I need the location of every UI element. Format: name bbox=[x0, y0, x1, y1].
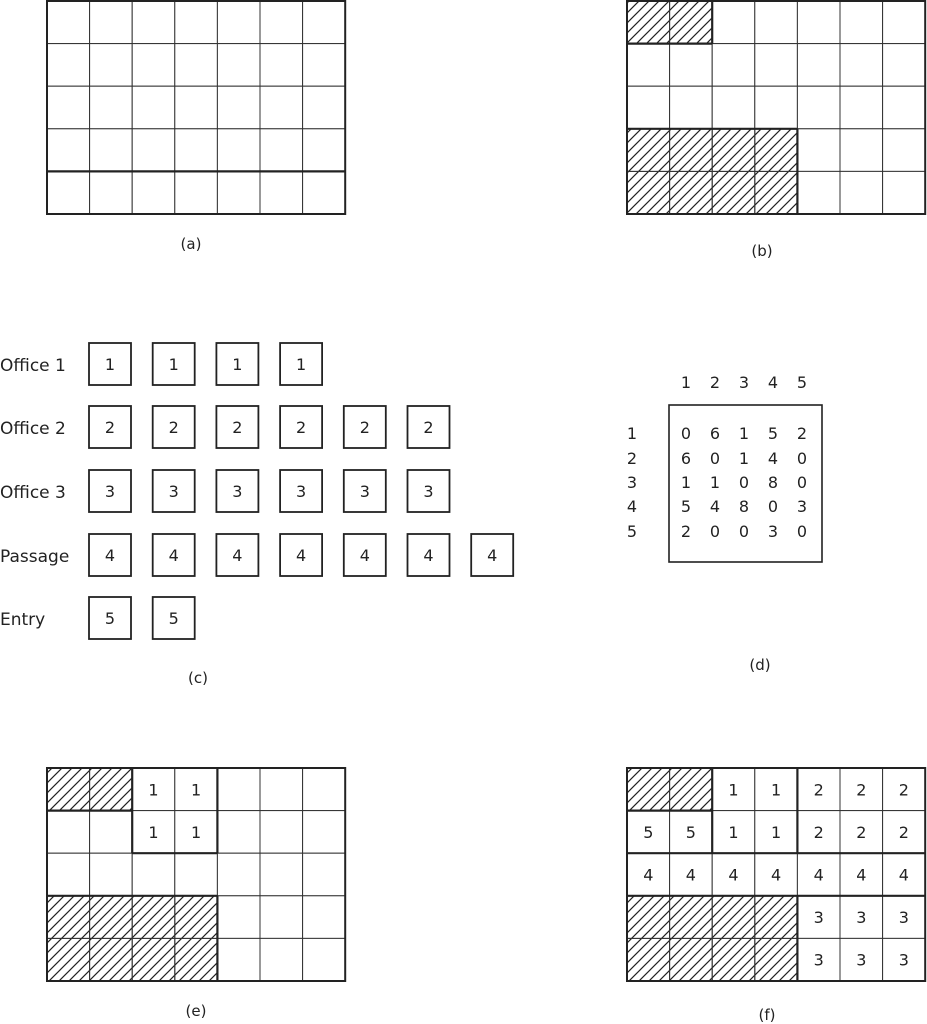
grid-cell bbox=[217, 171, 260, 214]
matrix-value: 0 bbox=[796, 473, 808, 492]
cell-label: 4 bbox=[898, 865, 909, 885]
unit-label: 1 bbox=[296, 355, 307, 374]
grid-cell bbox=[47, 171, 90, 214]
cell-label: 3 bbox=[856, 908, 867, 928]
hatched-cell bbox=[627, 129, 670, 172]
matrix-value: 0 bbox=[796, 522, 808, 541]
grid-cell bbox=[260, 1, 303, 44]
grid-cell bbox=[883, 1, 926, 44]
hatched-cell bbox=[175, 938, 218, 981]
grid-cell bbox=[303, 811, 346, 854]
cell-label: 4 bbox=[813, 865, 824, 885]
matrix-col-header: 5 bbox=[796, 373, 808, 392]
grid-cell bbox=[90, 1, 133, 44]
caption-b: (b) bbox=[751, 242, 773, 260]
grid-cell bbox=[883, 129, 926, 172]
grid-cell bbox=[217, 129, 260, 172]
unit-label: 4 bbox=[296, 546, 307, 565]
unit-label: 5 bbox=[104, 609, 116, 628]
hatched-cell bbox=[712, 938, 755, 981]
grid-cell bbox=[90, 44, 133, 87]
matrix-value: 8 bbox=[738, 497, 750, 516]
grid-cell bbox=[132, 853, 175, 896]
matrix-col-header: 4 bbox=[767, 373, 779, 392]
matrix-value: 0 bbox=[709, 522, 721, 541]
grid-cell bbox=[47, 129, 90, 172]
grid-cell bbox=[217, 768, 260, 811]
cell-label: 2 bbox=[856, 780, 867, 800]
grid-cell bbox=[260, 171, 303, 214]
grid-cell bbox=[883, 171, 926, 214]
matrix-row-header: 4 bbox=[626, 497, 638, 516]
grid-cell bbox=[47, 1, 90, 44]
matrix-col-header: 3 bbox=[738, 373, 750, 392]
unit-label: 4 bbox=[168, 546, 179, 565]
unit-label: 2 bbox=[423, 418, 434, 437]
grid-cell bbox=[627, 44, 670, 87]
unit-label: 4 bbox=[104, 546, 116, 565]
cell-label: 2 bbox=[856, 822, 867, 842]
grid-cell bbox=[217, 44, 260, 87]
cell-label: 4 bbox=[643, 865, 654, 885]
grid-cell bbox=[260, 44, 303, 87]
grid-cell bbox=[755, 1, 798, 44]
matrix-value: 0 bbox=[680, 424, 692, 443]
grid-cell bbox=[90, 86, 133, 129]
cell-label: 2 bbox=[898, 822, 909, 842]
grid-cell bbox=[175, 44, 218, 87]
cell-label: 3 bbox=[813, 950, 824, 970]
unit-label: 4 bbox=[232, 546, 243, 565]
unit-label: 3 bbox=[359, 482, 370, 501]
cell-label: 5 bbox=[643, 822, 654, 842]
unit-label: 2 bbox=[104, 418, 116, 437]
unit-label: 3 bbox=[104, 482, 116, 501]
matrix-row-header: 1 bbox=[626, 424, 638, 443]
unit-label: 3 bbox=[423, 482, 434, 501]
hatched-cell bbox=[670, 171, 713, 214]
matrix-value: 5 bbox=[680, 497, 692, 516]
grid-cell bbox=[47, 853, 90, 896]
matrix-value: 0 bbox=[738, 522, 750, 541]
cell-label: 2 bbox=[898, 780, 909, 800]
grid-cell bbox=[303, 768, 346, 811]
unit-label: 3 bbox=[168, 482, 179, 501]
grid-cell bbox=[132, 86, 175, 129]
grid-cell bbox=[260, 896, 303, 939]
grid-a bbox=[47, 1, 345, 214]
hatched-cell bbox=[90, 768, 133, 811]
hatched-cell bbox=[90, 896, 133, 939]
matrix-value: 0 bbox=[767, 497, 779, 516]
matrix-value: 1 bbox=[709, 473, 721, 492]
cell-label: 3 bbox=[898, 908, 909, 928]
hatched-cell bbox=[755, 938, 798, 981]
grid-cell bbox=[260, 129, 303, 172]
cell-label: 3 bbox=[856, 950, 867, 970]
hatched-cell bbox=[755, 129, 798, 172]
cell-label: 4 bbox=[856, 865, 867, 885]
matrix-value: 2 bbox=[680, 522, 692, 541]
hatched-cell bbox=[670, 896, 713, 939]
caption-d: (d) bbox=[749, 656, 771, 674]
grid-cell bbox=[90, 853, 133, 896]
matrix-value: 5 bbox=[767, 424, 779, 443]
grid-f bbox=[627, 768, 925, 981]
grid-cell bbox=[132, 171, 175, 214]
grid-cell bbox=[132, 129, 175, 172]
unit-label: 2 bbox=[359, 418, 370, 437]
cell-label: 1 bbox=[148, 822, 159, 842]
matrix-col-header: 1 bbox=[680, 373, 692, 392]
grid-cell bbox=[303, 938, 346, 981]
hatched-cell bbox=[132, 896, 175, 939]
unit-label: 4 bbox=[487, 546, 498, 565]
hatched-cell bbox=[670, 938, 713, 981]
unit-label: 1 bbox=[104, 355, 116, 374]
grid-cell bbox=[840, 1, 883, 44]
grid-cell bbox=[840, 171, 883, 214]
grid-cell bbox=[260, 86, 303, 129]
hatched-cell bbox=[47, 768, 90, 811]
hatched-cell bbox=[712, 129, 755, 172]
matrix-row-header: 5 bbox=[626, 522, 638, 541]
grid-cell bbox=[260, 853, 303, 896]
cell-label: 1 bbox=[728, 780, 739, 800]
hatched-cell bbox=[627, 938, 670, 981]
grid-cell bbox=[755, 86, 798, 129]
grid-cell bbox=[883, 86, 926, 129]
matrix-value: 0 bbox=[709, 449, 721, 468]
cell-label: 3 bbox=[898, 950, 909, 970]
cell-label: 1 bbox=[191, 780, 202, 800]
cell-label: 1 bbox=[771, 822, 782, 842]
cell-label: 4 bbox=[685, 865, 696, 885]
grid-cell bbox=[175, 171, 218, 214]
grid-cell bbox=[627, 86, 670, 129]
cell-label: 1 bbox=[148, 780, 159, 800]
hatched-cell bbox=[627, 896, 670, 939]
department-label: Office 1 bbox=[0, 356, 66, 376]
cell-label: 1 bbox=[728, 822, 739, 842]
hatched-cell bbox=[712, 171, 755, 214]
matrix-value: 6 bbox=[680, 449, 692, 468]
unit-label: 5 bbox=[168, 609, 179, 628]
hatched-cell bbox=[755, 896, 798, 939]
grid-cell bbox=[217, 1, 260, 44]
grid-b bbox=[627, 1, 925, 214]
hatched-cell bbox=[627, 1, 670, 44]
matrix-value: 6 bbox=[709, 424, 721, 443]
matrix-value: 3 bbox=[796, 497, 808, 516]
department-label: Office 2 bbox=[0, 419, 66, 439]
grid-cell bbox=[712, 44, 755, 87]
matrix-value: 1 bbox=[680, 473, 692, 492]
grid-cell bbox=[797, 86, 840, 129]
grid-cell bbox=[260, 768, 303, 811]
unit-label: 2 bbox=[168, 418, 179, 437]
matrix-value: 0 bbox=[796, 449, 808, 468]
grid-cell bbox=[797, 171, 840, 214]
caption-e: (e) bbox=[185, 1002, 207, 1020]
hatched-cell bbox=[670, 129, 713, 172]
unit-label: 1 bbox=[232, 355, 243, 374]
hatched-cell bbox=[627, 768, 670, 811]
grid-cell bbox=[303, 853, 346, 896]
cell-label: 1 bbox=[771, 780, 782, 800]
cell-label: 3 bbox=[813, 908, 824, 928]
grid-cell bbox=[670, 86, 713, 129]
matrix-value: 8 bbox=[767, 473, 779, 492]
hatched-cell bbox=[627, 171, 670, 214]
grid-cell bbox=[175, 1, 218, 44]
grid-cell bbox=[797, 44, 840, 87]
unit-label: 2 bbox=[296, 418, 307, 437]
grid-cell bbox=[175, 86, 218, 129]
matrix-row-header: 3 bbox=[626, 473, 638, 492]
grid-cell bbox=[303, 86, 346, 129]
grid-cell bbox=[303, 1, 346, 44]
grid-cell bbox=[303, 129, 346, 172]
grid-cell bbox=[132, 1, 175, 44]
cell-label: 4 bbox=[728, 865, 739, 885]
grid-cell bbox=[217, 811, 260, 854]
unit-blocks bbox=[0, 343, 513, 639]
department-label: Entry bbox=[0, 610, 46, 630]
unit-label: 2 bbox=[232, 418, 243, 437]
grid-cell bbox=[217, 853, 260, 896]
cell-label: 4 bbox=[771, 865, 782, 885]
grid-cell bbox=[303, 896, 346, 939]
cell-label: 5 bbox=[685, 822, 696, 842]
grid-cell bbox=[712, 1, 755, 44]
grid-cell bbox=[260, 811, 303, 854]
grid-cell bbox=[217, 938, 260, 981]
unit-label: 4 bbox=[359, 546, 370, 565]
matrix-value: 3 bbox=[767, 522, 779, 541]
hatched-cell bbox=[132, 938, 175, 981]
matrix-value: 1 bbox=[738, 449, 750, 468]
grid-cell bbox=[90, 129, 133, 172]
matrix-value: 0 bbox=[738, 473, 750, 492]
grid-cell bbox=[797, 129, 840, 172]
cell-label: 1 bbox=[191, 822, 202, 842]
caption-a: (a) bbox=[180, 235, 202, 253]
unit-label: 1 bbox=[168, 355, 179, 374]
hatched-cell bbox=[47, 896, 90, 939]
matrix-value: 2 bbox=[796, 424, 808, 443]
matrix-row-header: 2 bbox=[626, 449, 638, 468]
grid-cell bbox=[90, 171, 133, 214]
grid-cell bbox=[47, 86, 90, 129]
grid-cell bbox=[303, 44, 346, 87]
hatched-cell bbox=[670, 768, 713, 811]
hatched-cell bbox=[755, 171, 798, 214]
hatched-cell bbox=[712, 896, 755, 939]
grid-cell bbox=[175, 853, 218, 896]
grid-cell bbox=[712, 86, 755, 129]
department-label: Passage bbox=[0, 547, 70, 567]
hatched-cell bbox=[47, 938, 90, 981]
grid-cell bbox=[217, 896, 260, 939]
matrix-value: 4 bbox=[709, 497, 721, 516]
grid-cell bbox=[755, 44, 798, 87]
grid-cell bbox=[303, 171, 346, 214]
relationship-matrix bbox=[627, 373, 822, 562]
grid-cell bbox=[670, 44, 713, 87]
caption-f: (f) bbox=[758, 1006, 776, 1024]
grid-cell bbox=[797, 1, 840, 44]
grid-cell bbox=[840, 44, 883, 87]
grid-cell bbox=[90, 811, 133, 854]
grid-cell bbox=[260, 938, 303, 981]
grid-cell bbox=[132, 44, 175, 87]
unit-label: 3 bbox=[296, 482, 307, 501]
grid-cell bbox=[175, 129, 218, 172]
department-label: Office 3 bbox=[0, 483, 66, 503]
matrix-col-header: 2 bbox=[709, 373, 721, 392]
grid-cell bbox=[840, 86, 883, 129]
caption-c: (c) bbox=[188, 669, 208, 687]
hatched-cell bbox=[670, 1, 713, 44]
cell-label: 2 bbox=[813, 780, 824, 800]
grid-cell bbox=[47, 44, 90, 87]
cell-label: 2 bbox=[813, 822, 824, 842]
hatched-cell bbox=[90, 938, 133, 981]
grid-cell bbox=[47, 811, 90, 854]
grid-cell bbox=[217, 86, 260, 129]
grid-cell bbox=[840, 129, 883, 172]
matrix-value: 4 bbox=[767, 449, 779, 468]
unit-label: 3 bbox=[232, 482, 243, 501]
grid-cell bbox=[883, 44, 926, 87]
hatched-cell bbox=[175, 896, 218, 939]
grid-e bbox=[47, 768, 345, 981]
matrix-value: 1 bbox=[738, 424, 750, 443]
unit-label: 4 bbox=[423, 546, 434, 565]
